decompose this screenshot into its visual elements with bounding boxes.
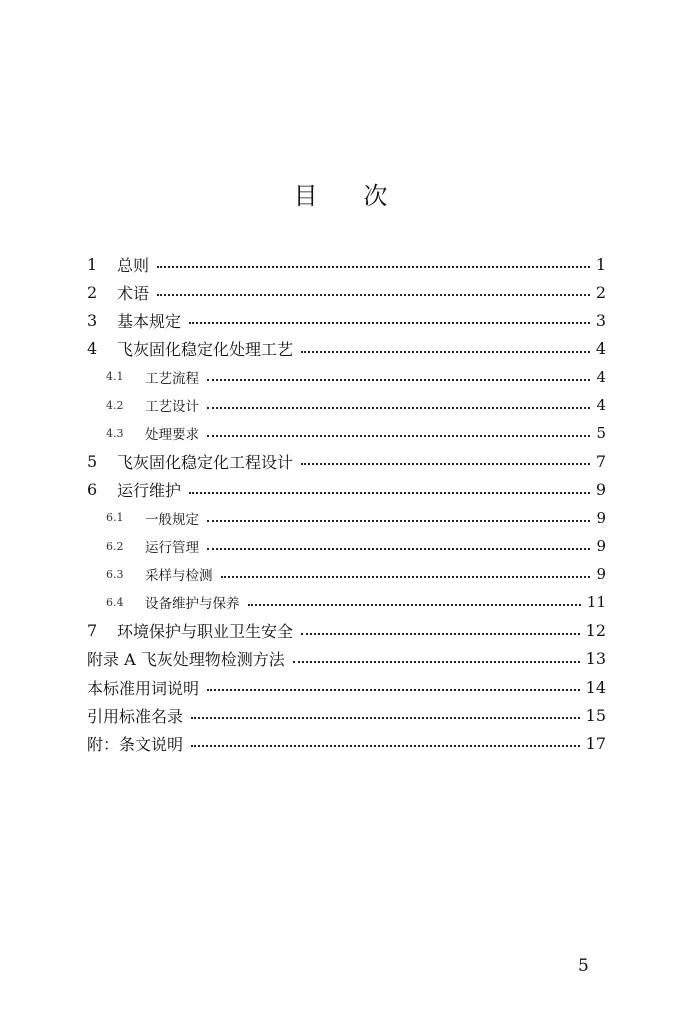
toc-entry-page: 13 (585, 649, 606, 669)
toc-entry-label: 工艺设计 (145, 399, 199, 415)
dot-leader (207, 379, 590, 381)
toc-entry-label: 设备维护与保养 (145, 596, 240, 613)
toc-entry-label: 处理要求 (145, 427, 199, 444)
toc-entry-label: 总则 (117, 255, 150, 275)
toc-entry-page: 2 (595, 282, 606, 302)
toc-entry-appendix-a[interactable] (87, 647, 606, 671)
dot-leader (207, 548, 590, 550)
dot-leader (293, 661, 580, 663)
toc-entry-4-3[interactable] (87, 421, 606, 445)
toc-entry-page: 15 (585, 705, 606, 725)
toc-entry-label: 采样与检测 (145, 568, 213, 585)
toc-entry-label: 本标准用词说明 (87, 678, 200, 698)
toc-entry-number: 2 (87, 282, 98, 302)
toc-entry-number: 6.2 (106, 539, 124, 553)
toc-entry-page: 1 (595, 254, 606, 274)
toc-entry-page: 11 (586, 593, 606, 612)
toc-entry-label: 运行维护 (117, 481, 182, 501)
toc-entry-label: 基本规定 (117, 311, 182, 331)
toc-entry-label: 附：条文说明 (87, 734, 184, 754)
dot-leader (191, 717, 580, 719)
toc-entry-4[interactable] (87, 337, 606, 361)
toc-entry-4-1[interactable] (87, 365, 606, 389)
dot-leader (157, 266, 590, 268)
toc-entry-number: 4.1 (106, 370, 124, 384)
toc-entry-label: 工艺流程 (145, 370, 199, 387)
toc-entry-7[interactable] (87, 619, 606, 643)
toc-entry-3[interactable] (87, 308, 606, 332)
toc-entry-number: 6.3 (106, 567, 124, 581)
toc-entry-page: 5 (596, 424, 606, 443)
toc-entry-page: 9 (596, 537, 606, 555)
toc-entry-label: 运行管理 (145, 540, 199, 556)
dot-leader (248, 604, 581, 606)
dot-leader (207, 520, 590, 522)
toc-entry-number: 6.4 (106, 595, 124, 609)
toc-entry-6-1[interactable] (87, 506, 606, 530)
toc-entry-number: 4.2 (106, 398, 124, 412)
toc-entry-5[interactable] (87, 449, 606, 473)
dot-leader (157, 294, 590, 296)
page-number: 5 (578, 956, 589, 976)
toc-entry-1[interactable] (87, 252, 606, 276)
toc-entry-label: 附录 A 飞灰处理物检测方法 (87, 650, 285, 670)
toc-entry-page: 4 (595, 339, 606, 359)
toc-entry-6[interactable] (87, 478, 606, 502)
dot-leader (301, 351, 590, 353)
toc-entry-wording-explanation[interactable] (87, 675, 606, 699)
toc-entry-label: 飞灰固化稳定化处理工艺 (117, 340, 294, 360)
toc-entry-page: 12 (585, 621, 606, 641)
toc-entry-number: 6 (87, 480, 98, 500)
dot-leader (191, 745, 580, 747)
toc-entry-6-4[interactable] (87, 590, 606, 614)
toc-entry-page: 3 (595, 310, 606, 330)
toc-entry-6-3[interactable] (87, 562, 606, 586)
toc-entry-number: 1 (87, 254, 98, 274)
toc-entry-number: 3 (87, 310, 98, 330)
toc-entry-page: 9 (596, 508, 606, 527)
toc-entry-2[interactable] (87, 280, 606, 304)
toc-entry-page: 14 (585, 677, 606, 697)
toc-entry-number: 4 (87, 339, 98, 359)
toc-entry-number: 5 (87, 451, 98, 471)
dot-leader (189, 322, 590, 324)
dot-leader (301, 463, 590, 465)
toc-entry-page: 7 (595, 451, 606, 471)
dot-leader (207, 407, 590, 409)
dot-leader (207, 689, 580, 691)
toc-entry-label: 术语 (117, 283, 150, 303)
toc-entry-number: 7 (87, 621, 98, 641)
toc-entry-label: 引用标准名录 (87, 706, 184, 726)
dot-leader (221, 576, 591, 578)
toc-entry-6-2[interactable] (87, 534, 606, 558)
toc-entry-page: 9 (595, 480, 606, 500)
toc-entry-4-2[interactable] (87, 393, 606, 417)
page-title: 目 次 (293, 182, 388, 210)
dot-leader (189, 492, 590, 494)
toc-entry-number: 6.1 (106, 511, 124, 525)
toc-entry-page: 4 (596, 396, 606, 414)
toc-entry-label: 一般规定 (145, 511, 199, 528)
toc-entry-number: 4.3 (106, 426, 124, 440)
dot-leader (301, 633, 580, 635)
toc-entry-referenced-standards[interactable] (87, 703, 606, 727)
toc-entry-clause-explanation[interactable] (87, 731, 606, 755)
toc-entry-page: 4 (596, 367, 606, 386)
dot-leader (207, 435, 590, 437)
toc-entry-label: 飞灰固化稳定化工程设计 (117, 452, 294, 472)
toc-entry-page: 9 (596, 565, 606, 584)
toc-entry-page: 17 (585, 733, 606, 753)
toc-entry-label: 环境保护与职业卫生安全 (117, 622, 294, 642)
